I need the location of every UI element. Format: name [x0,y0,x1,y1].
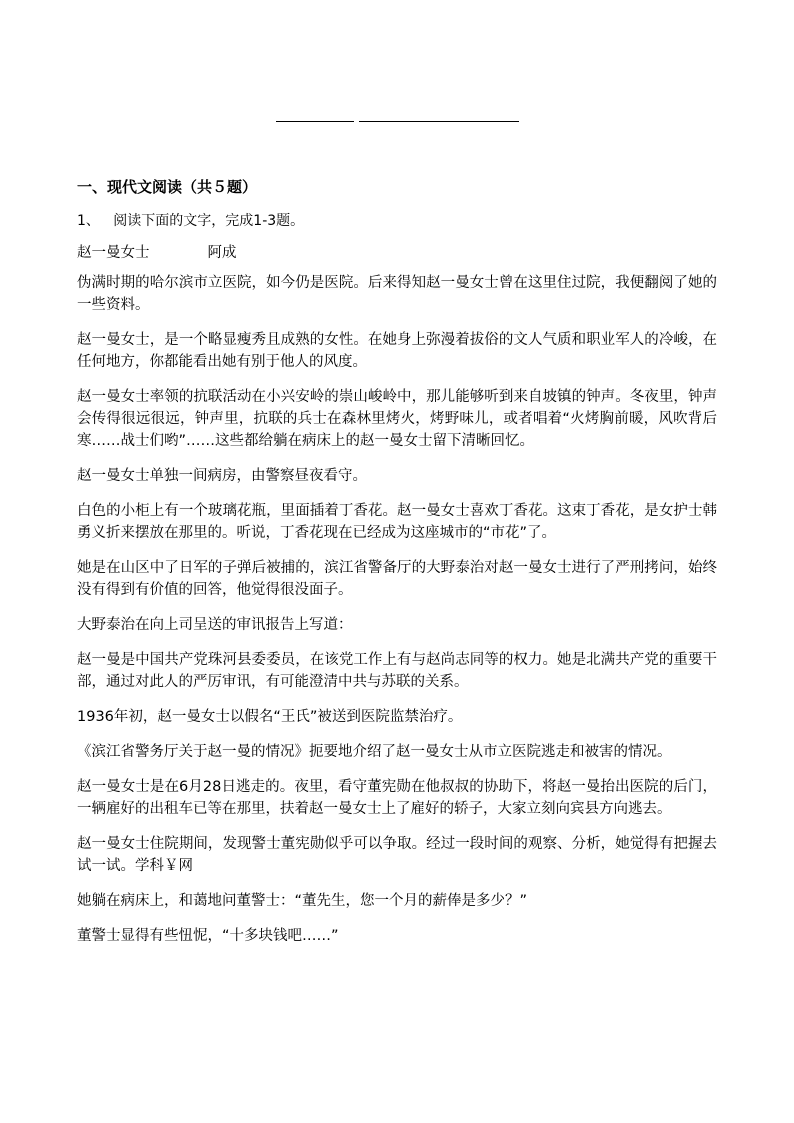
paragraph: 大野泰治在向上司呈送的审讯报告上写道： [77,617,353,633]
header-blank-line-right [359,121,519,122]
paragraph: 《滨江省警务厅关于赵一曼的情况》扼要地介绍了赵一曼女士从市立医院逃走和被害的情况。 [77,744,672,760]
paragraph: 赵一曼女士率领的抗联活动在小兴安岭的崇山峻岭中，那儿能够听到来自坡镇的钟声。冬夜里，钟声会传得很远很远，钟声里，抗联的兵士在森林里烤火，烤野味儿，或者唱着“火烤胸前暖，风吹背后寒……战士们哟”……这些都给躺在病床上的赵一曼女士留下清晰回忆。 [77,389,717,449]
question-number: 1、 [77,213,100,229]
question-instruction: 阅读下面的文字，完成1-3题。 [113,213,305,229]
document-body [77,175,717,960]
paragraph: 赵一曼女士单独一间病房，由警察昼夜看守。 [77,468,367,484]
paragraph: 董警士显得有些忸怩，“十多块钱吧……” [77,928,339,944]
paragraph: 她躺在病床上，和蔼地问董警士：“董先生，您一个月的薪俸是多少？” [77,893,528,909]
article-title: 赵一曼女士 [77,245,150,261]
section-title: 一、现代文阅读（共５题） [77,178,258,196]
paragraph: 赵一曼女士是在6月28日逃走的。夜里，看守董宪勋在他叔叔的协助下，将赵一曼抬出医院的后门，一辆雇好的出租车已等在那里，扶着赵一曼女士上了雇好的轿子，大家立刻向宾县方向逃去。 [77,779,717,817]
paragraph: 她是在山区中了日军的子弹后被捕的，滨江省警备厅的大野泰治对赵一曼女士进行了严刑拷问，始终没有得到有价值的回答，他觉得很没面子。 [77,560,717,598]
article-heading [77,241,717,265]
paragraph: 赵一曼女士，是一个略显瘦秀且成熟的女性。在她身上弥漫着拔俗的文人气质和职业军人的冷峻，在任何地方，你都能看出她有别于他人的风度。 [77,332,717,370]
paragraph: 白色的小柜上有一个玻璃花瓶，里面插着丁香花。赵一曼女士喜欢丁香花。这束丁香花，是女护士韩勇义折来摆放在那里的。听说，丁香花现在已经成为这座城市的“市花”了。 [77,503,717,541]
header-blank-line-left [276,121,354,122]
paragraph: 赵一曼女士住院期间，发现警士董宪勋似乎可以争取。经过一段时间的观察、分析，她觉得有把握去试一试。学科￥网 [77,836,717,874]
paragraph: 伪满时期的哈尔滨市立医院，如今仍是医院。后来得知赵一曼女士曾在这里住过院，我便翻阅了她的一些资料。 [77,275,717,313]
question-intro [77,209,717,233]
paragraph: 1936年初，赵一曼女士以假名“王氏”被送到医院监禁治疗。 [77,709,463,725]
article-author: 阿成 [207,245,237,261]
paragraph: 赵一曼是中国共产党珠河县委委员，在该党工作上有与赵尚志同等的权力。她是北满共产党的重要干部，通过对此人的严厉审讯，有可能澄清中共与苏联的关系。 [77,652,717,690]
